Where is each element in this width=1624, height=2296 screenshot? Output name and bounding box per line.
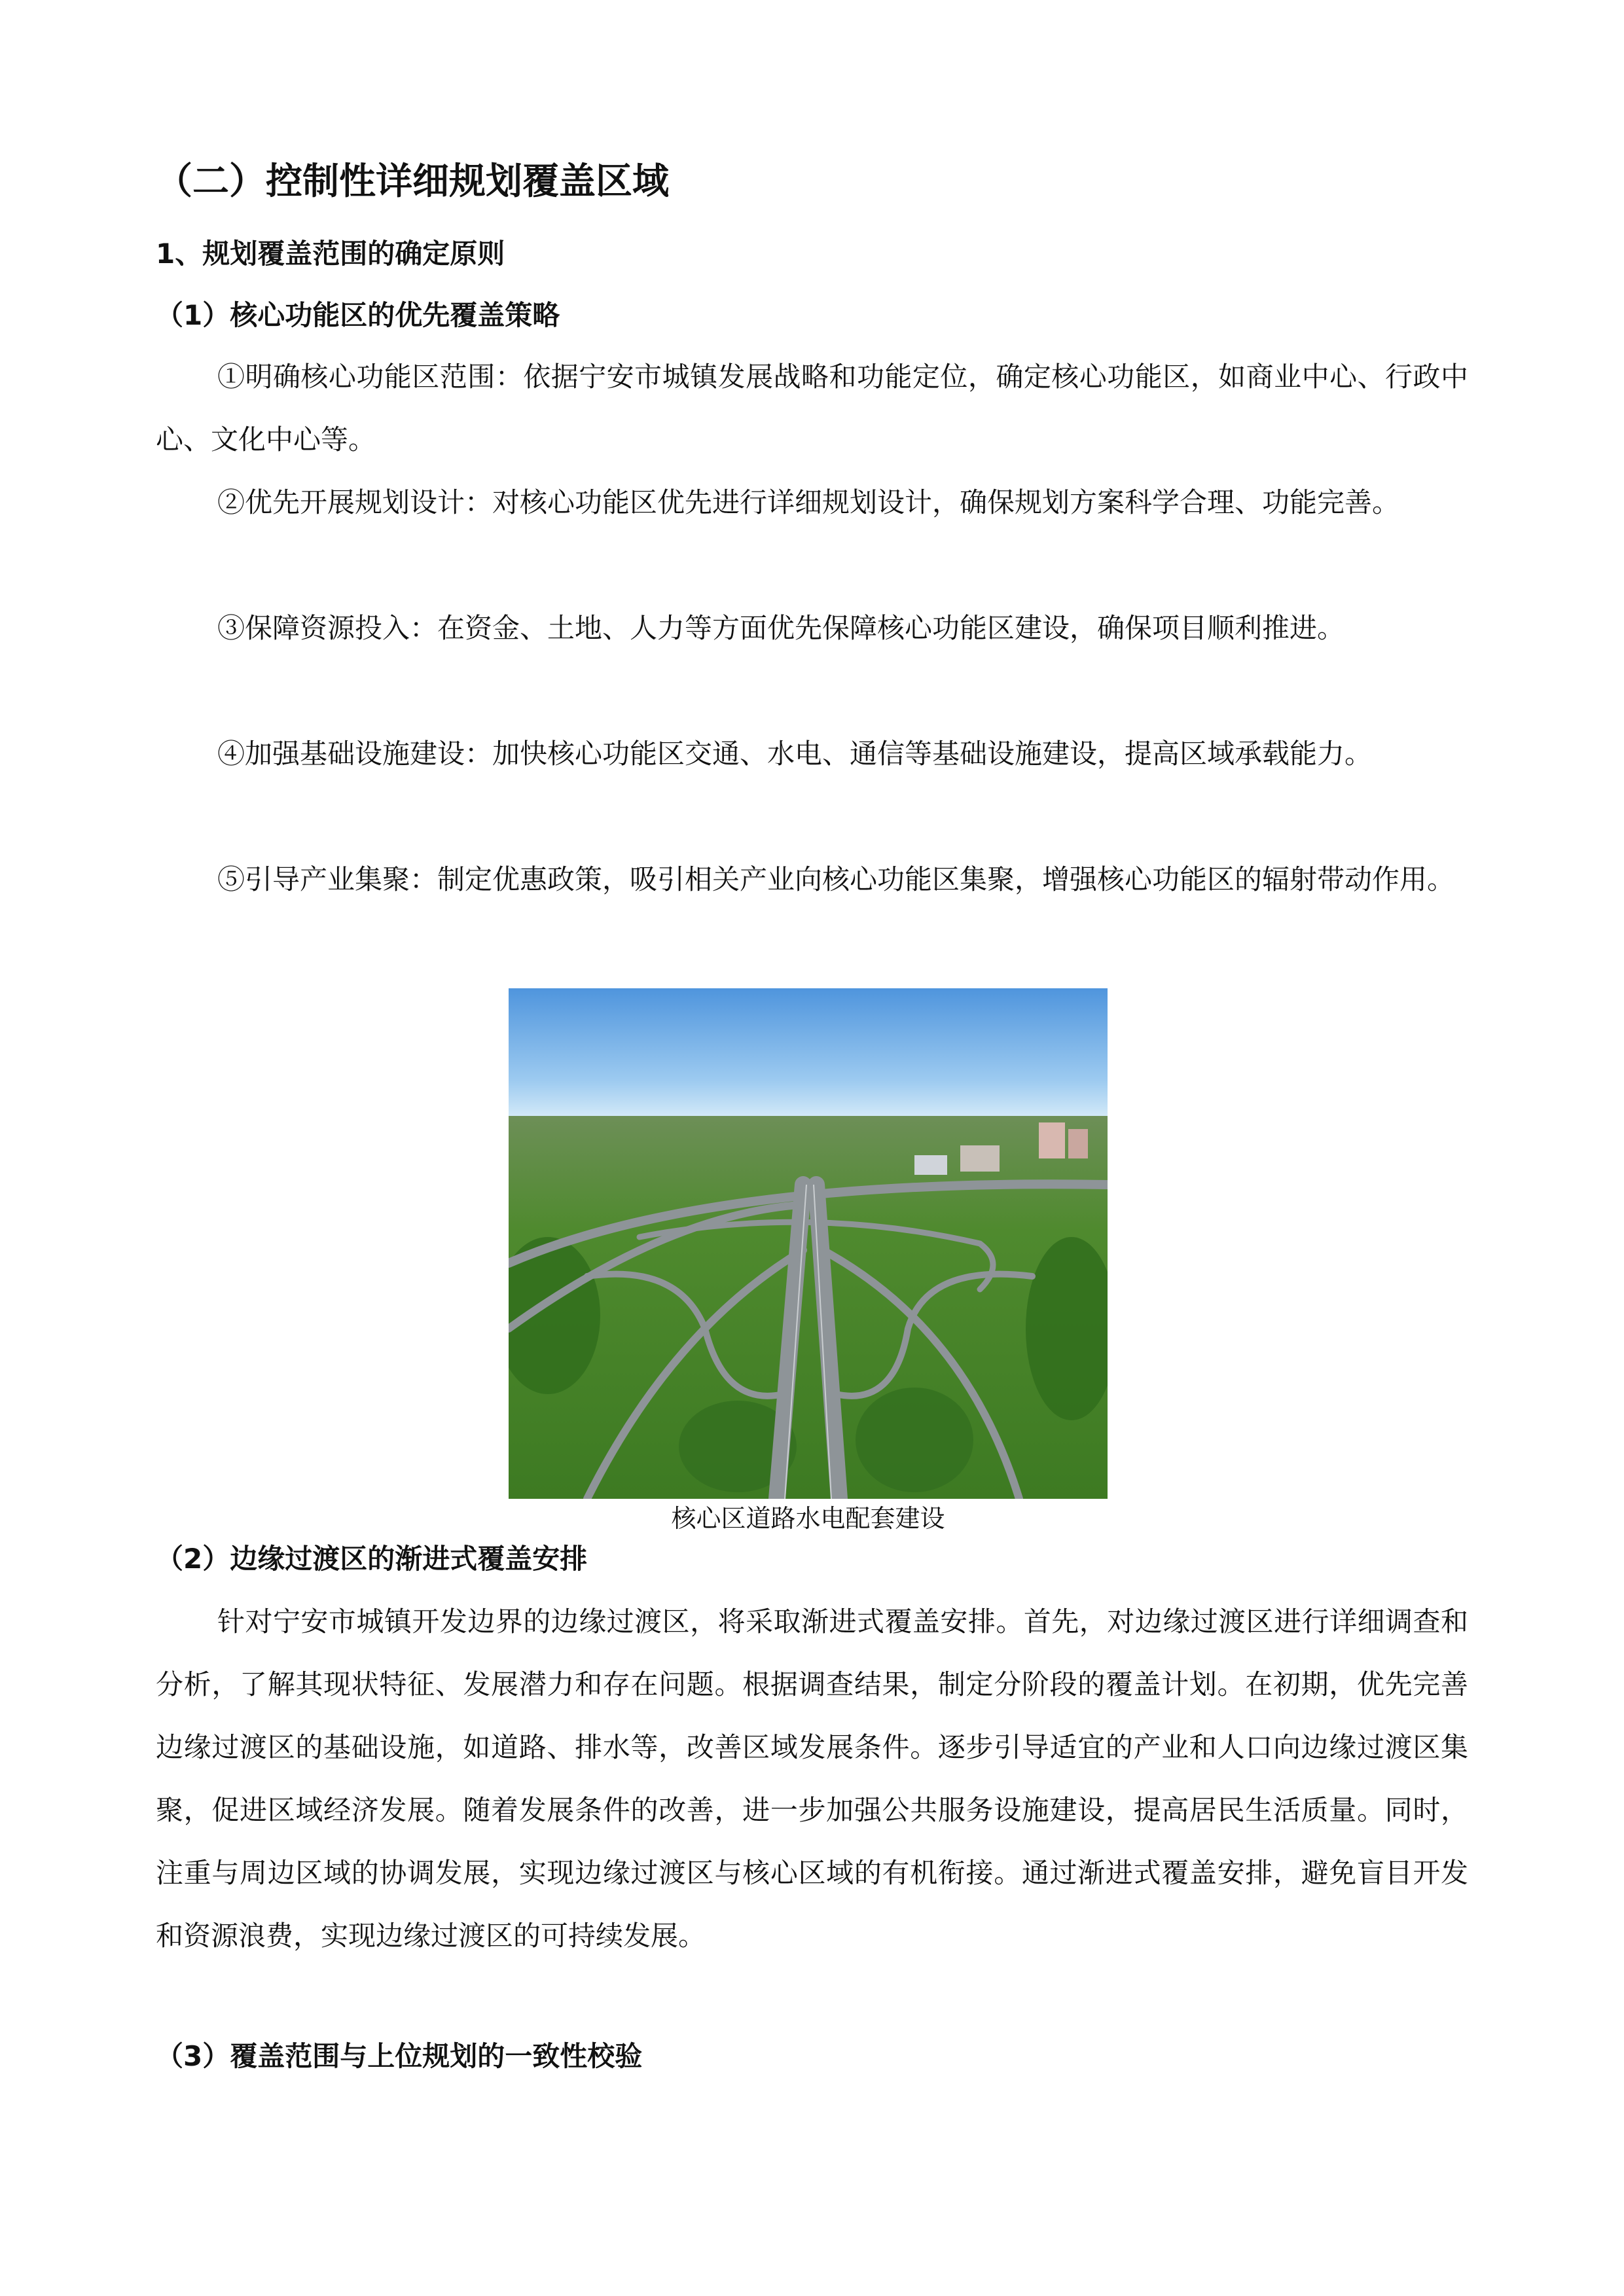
part2-body: 针对宁安市城镇开发边界的边缘过渡区，将采取渐进式覆盖安排。首先，对边缘过渡区进行详细调查和分析，了解其现状特征、发展潜力和存在问题。根据调查结果，制定分阶段的覆盖计划。在初期，优先完善边缘过渡区的基础设施，如道路、排水等，改善区域发展条件。逐步引导适宜的产业和人口向边缘过渡区集聚，促进区域经济发展。随着发展条件的改善，进一步加强公共服务设施建设，提高居民生活质量。同时，注重与周边区域的协调发展，实现边缘过渡区与核心区域的有机衔接。通过渐进式覆盖安排，避免盲目开发和资源浪费，实现边缘过渡区的可持续发展。 <box>156 1605 1468 1952</box>
interchange-aerial-photo <box>509 988 1108 1499</box>
part1-item-1: ①明确核心功能区范围：依据宁安市城镇发展战略和功能定位，确定核心功能区，如商业中心、行政中心、文化中心等。 <box>156 361 1468 456</box>
subsection-heading: 1、规划覆盖范围的确定原则 <box>156 238 505 270</box>
section-title: （二）控制性详细规划覆盖区域 <box>156 160 669 203</box>
part1-item-5: ⑤引导产业集聚：制定优惠政策，吸引相关产业向核心功能区集聚，增强核心功能区的辐射带动作用。 <box>217 863 1455 895</box>
part1-heading: （1）核心功能区的优先覆盖策略 <box>156 299 560 331</box>
part1-item-4: ④加强基础设施建设：加快核心功能区交通、水电、通信等基础设施建设，提高区域承载能力。 <box>217 738 1373 770</box>
part2-heading: （2）边缘过渡区的渐进式覆盖安排 <box>156 1543 588 1575</box>
part1-item-2: ②优先开展规划设计：对核心功能区优先进行详细规划设计，确保规划方案科学合理、功能完善。 <box>217 486 1400 518</box>
figure-caption: 核心区道路水电配套建设 <box>671 1504 945 1533</box>
part1-item-3: ③保障资源投入：在资金、土地、人力等方面优先保障核心功能区建设，确保项目顺利推进。 <box>217 612 1345 644</box>
part3-heading: （3）覆盖范围与上位规划的一致性校验 <box>156 2040 643 2072</box>
